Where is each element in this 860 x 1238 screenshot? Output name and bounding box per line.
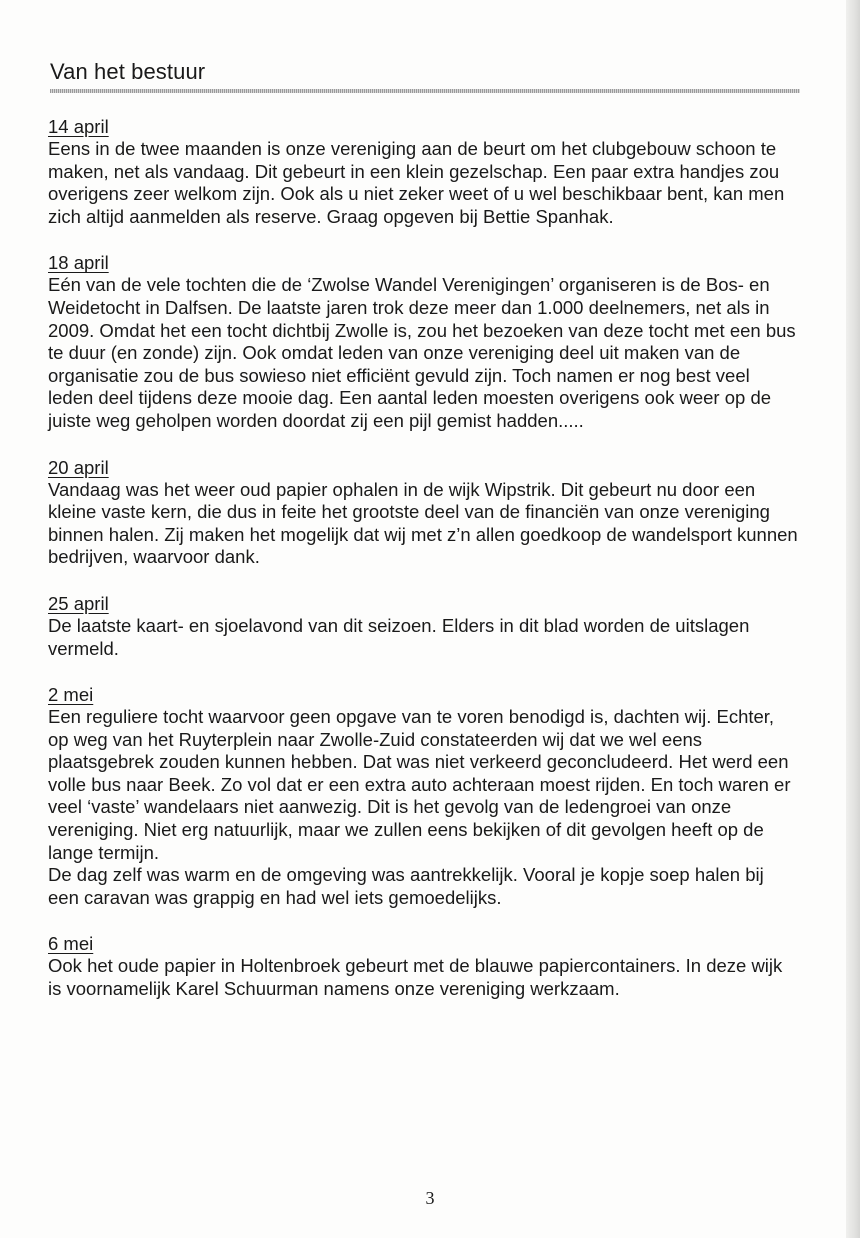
entry-20-april bbox=[48, 457, 798, 569]
title-divider bbox=[50, 89, 800, 93]
entry-text: Vandaag was het weer oud papier ophalen in de wijk Wipstrik. Dit gebeurt nu door een kleine vaste kern, die dus in feite het grootste deel van de financiën van onze vereniging binnen halen. Zij maken het mogelijk dat wij met z’n allen goedkoop de wandelsport kunnen bedrijven, waarvoor dank. bbox=[48, 478, 798, 568]
entry-date: 20 april bbox=[48, 456, 109, 478]
entry-text: Een reguliere tocht waarvoor geen opgave van te voren benodigd is, dachten wij. Echter, op weg van het Ruyterplein naar Zwolle-Zuid constateerden wij dat we wel eens plaatsgebrek zouden kunnen hebben. Dat was niet verkeerd geconcludeerd. Het werd een volle bus naar Beek. Zo vol dat er een extra auto achteraan moest rijden. En toch waren er veel ‘vaste’ wandelaars niet aanwezig. Dit is het gevolg van de ledengroei van onze vereniging. Niet erg natuurlijk, maar we zullen eens bekijken of dit gevolgen heeft op de lange termijn. bbox=[48, 706, 791, 863]
entry-14-april bbox=[48, 116, 798, 228]
entry-text: Eén van de vele tochten die de ‘Zwolse Wandel Verenigingen’ organiseren is de Bos- en Weidetocht in Dalfsen. De laatste jaren trok deze meer dan 1.000 deelnemers, net als in 2009. Omdat het een tocht dichtbij Zwolle is, zou het bezoeken van deze tocht met een bus te duur (en zonde) zijn. Ook omdat leden van onze vereniging deel uit maken van de organisatie zou de bus sowieso niet efficiënt gevuld zijn. Toch namen er nog best veel leden deel tijdens deze mooie dag. Een aantal leden moesten overigens ook weer op de juiste weg geholpen worden doordat zij een pijl gemist hadden..... bbox=[48, 274, 796, 431]
entry-text: Ook het oude papier in Holtenbroek gebeurt met de blauwe papiercontainers. In deze wijk is voornamelijk Karel Schuurman namens onze vereniging werkzaam. bbox=[48, 955, 783, 1000]
page-header bbox=[50, 58, 800, 93]
entry-2-mei bbox=[48, 684, 798, 909]
page-edge-shadow bbox=[846, 0, 860, 1238]
entry-date: 18 april bbox=[48, 252, 109, 274]
entry-18-april bbox=[48, 252, 798, 432]
entry-date: 2 mei bbox=[48, 684, 94, 706]
page-number: 3 bbox=[425, 1188, 435, 1208]
article-body bbox=[48, 116, 798, 1025]
entry-date: 25 april bbox=[48, 592, 109, 614]
entry-date: 6 mei bbox=[48, 933, 94, 955]
entry-text: Eens in de twee maanden is onze vereniging aan de beurt om het clubgebouw schoon te maken, net als vandaag. Dit gebeurt in een klein gezelschap. Een paar extra handjes zou overigens zeer welkom zijn. Ook als u niet zeker weet of u wel beschikbaar bent, kan men zich altijd aanmelden als reserve. Graag opgeven bij Bettie Spanhak. bbox=[48, 138, 785, 227]
entry-text: De laatste kaart- en sjoelavond van dit seizoen. Elders in dit blad worden de uitslagen vermeld. bbox=[48, 614, 750, 659]
entry-25-april bbox=[48, 593, 798, 660]
entry-text-continued: De dag zelf was warm en de omgeving was aantrekkelijk. Vooral je kopje soep halen bij een caravan was grappig en had wel iets gemoedelijks. bbox=[48, 864, 764, 908]
entry-6-mei bbox=[48, 933, 798, 1000]
page-title: Van het bestuur bbox=[50, 59, 206, 84]
entry-date: 14 april bbox=[48, 116, 109, 137]
